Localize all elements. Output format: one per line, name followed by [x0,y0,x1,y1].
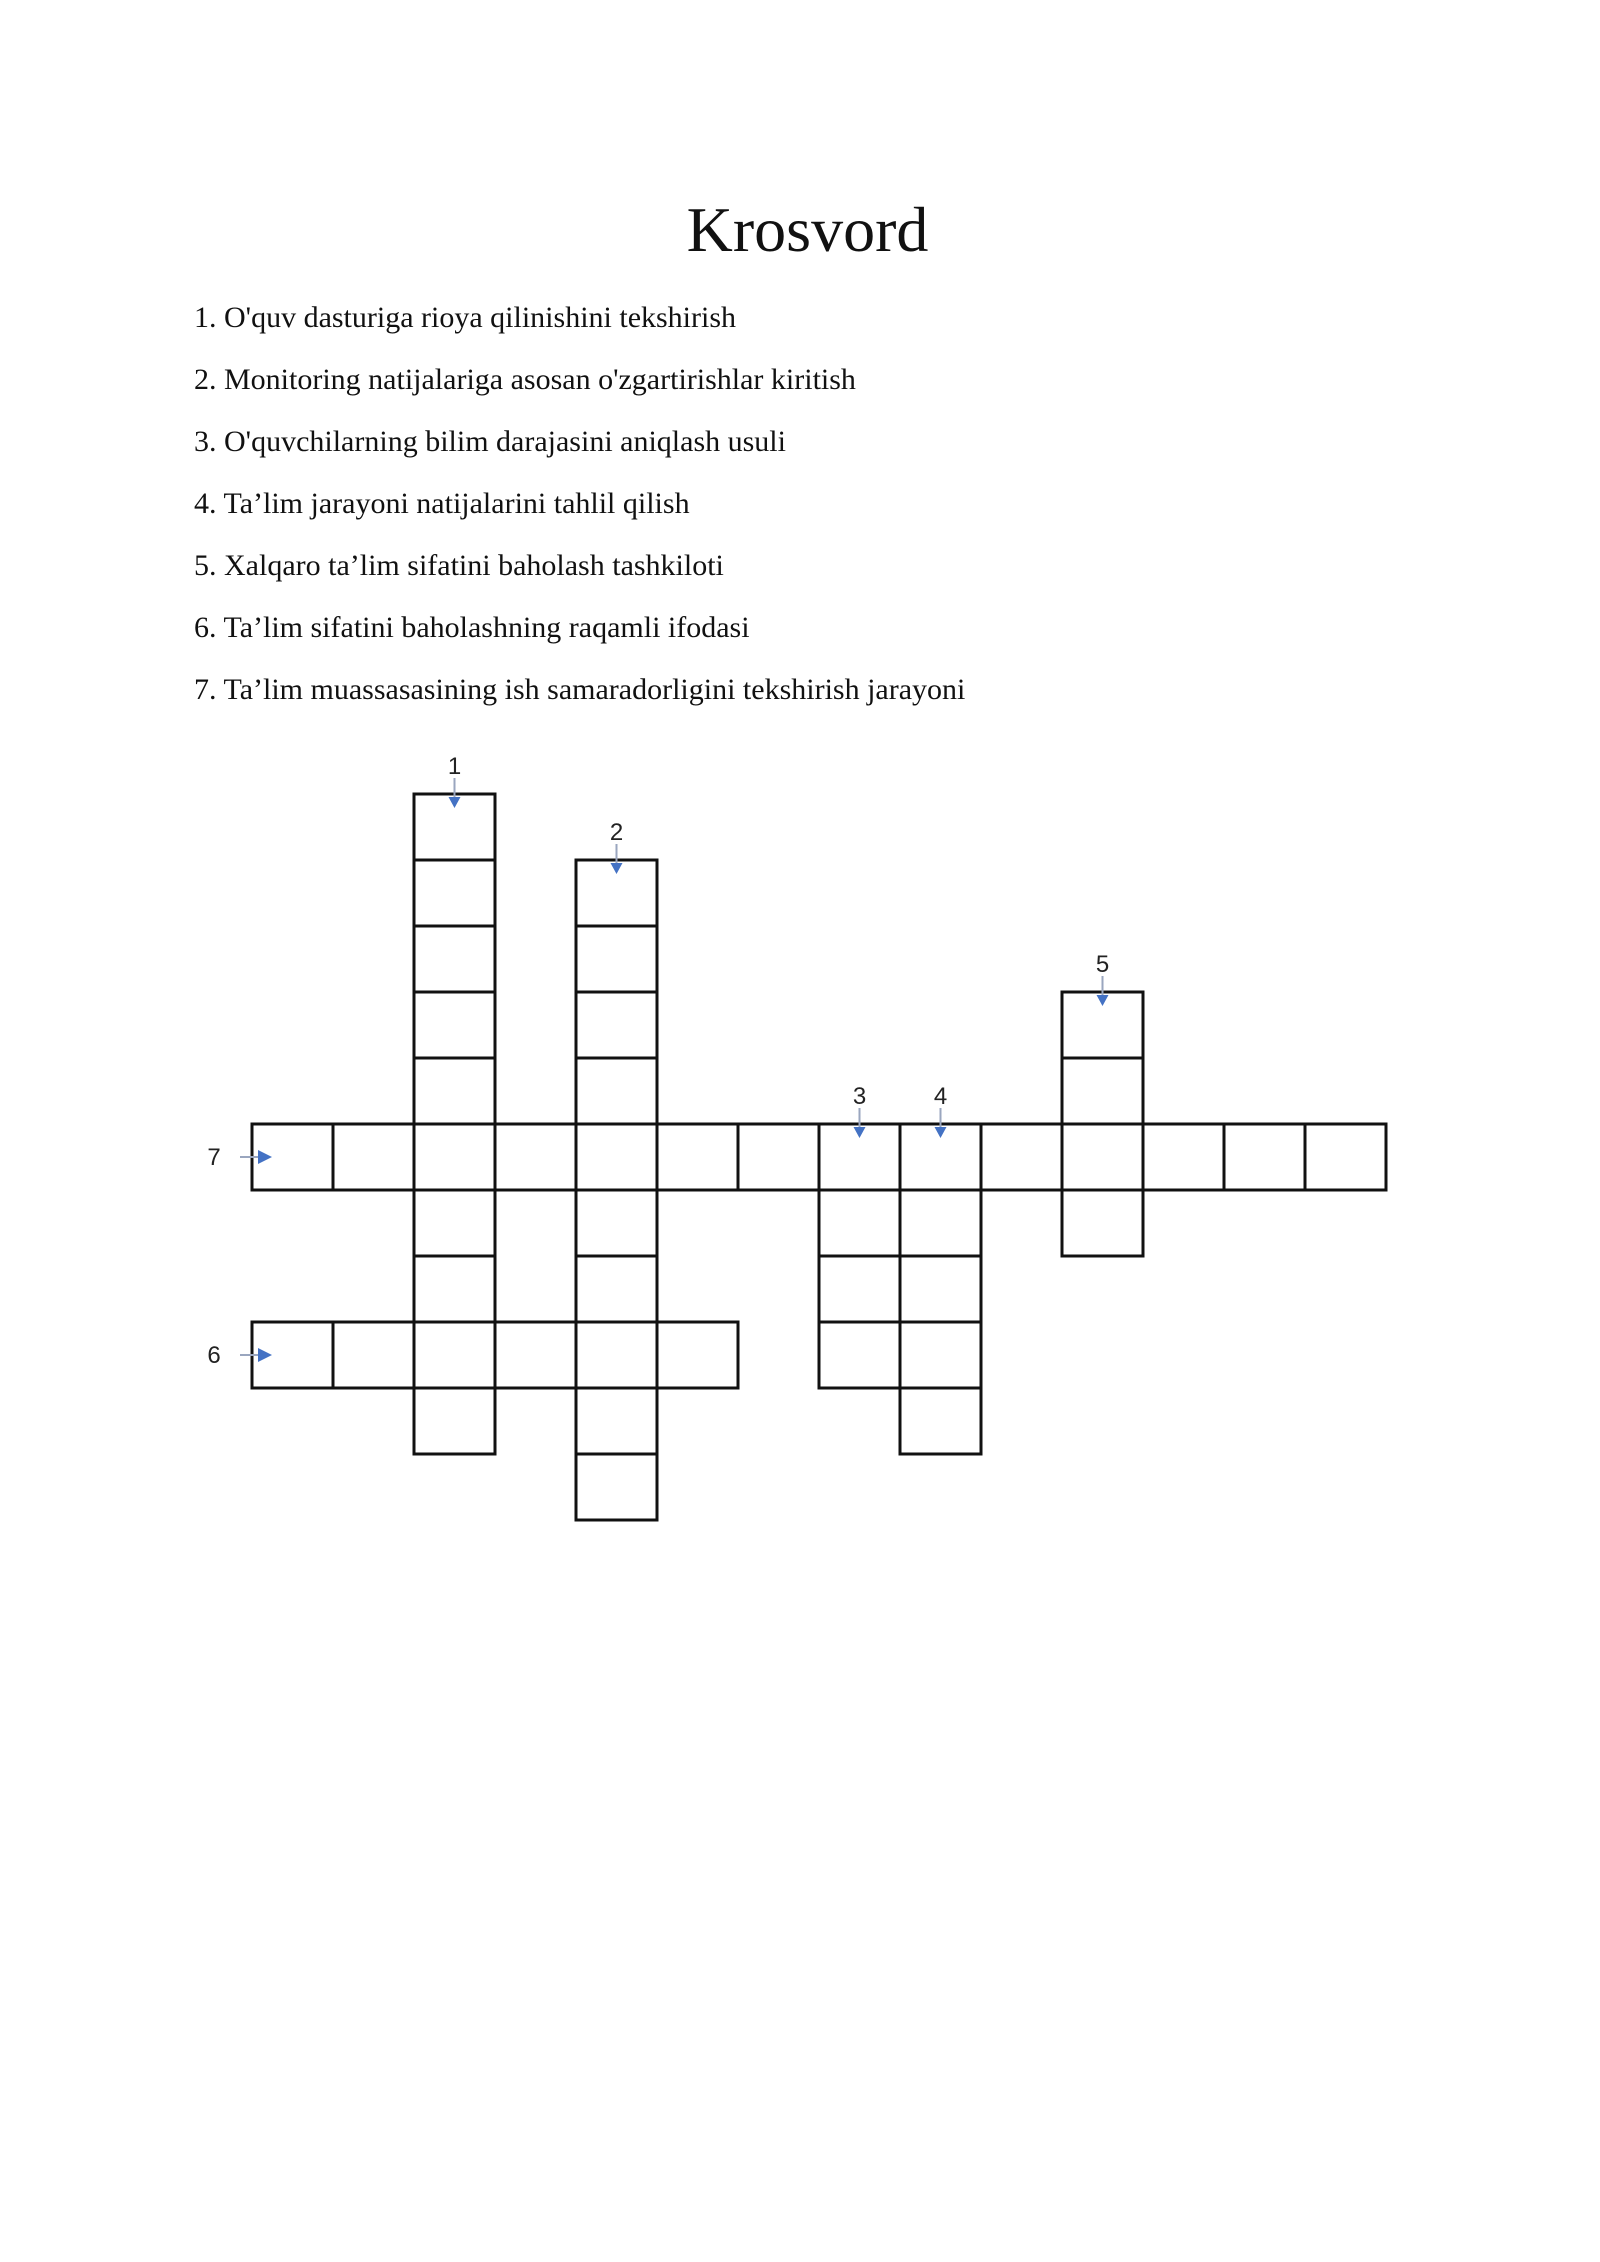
arrow-right-icon [258,1348,272,1362]
crossword-cell-r2-c4[interactable] [576,926,657,992]
crossword-cell-r8-c1[interactable] [333,1322,414,1388]
crossword-cell-r4-c4[interactable] [576,1058,657,1124]
crossword-cell-r8-c8[interactable] [900,1322,981,1388]
crossword-cell-r2-c2[interactable] [414,926,495,992]
clue-marker-2 [610,819,623,874]
clue-item-5: 5. Xalqaro ta’lim sifatini baholash tashkiloti [194,549,724,582]
arrow-down-icon [611,863,623,874]
crossword-cell-r1-c2[interactable] [414,860,495,926]
arrow-right-icon [258,1150,272,1164]
crossword-cell-r10-c4[interactable] [576,1454,657,1520]
clue-number-3: 3 [852,1083,867,1110]
crossword-cell-r5-c7[interactable] [819,1124,900,1190]
clue-item-2: 2. Monitoring natijalariga asosan o'zgartirishlar kiritish [194,363,856,396]
crossword-cell-r5-c4[interactable] [576,1124,657,1190]
clue-marker-6 [207,1342,272,1369]
crossword-cell-r3-c10[interactable] [1062,992,1143,1058]
crossword-cell-r5-c11[interactable] [1143,1124,1224,1190]
crossword-cell-r7-c2[interactable] [414,1256,495,1322]
clue-number-4: 4 [933,1083,948,1110]
crossword-cell-r6-c4[interactable] [576,1190,657,1256]
crossword-cell-r8-c7[interactable] [819,1322,900,1388]
crossword-cell-r4-c2[interactable] [414,1058,495,1124]
crossword-cell-r5-c12[interactable] [1224,1124,1305,1190]
crossword-cell-r5-c0[interactable] [252,1124,333,1190]
crossword-cell-r5-c5[interactable] [657,1124,738,1190]
crossword-cell-r9-c2[interactable] [414,1388,495,1454]
clue-number-5: 5 [1095,951,1110,978]
clue-marker-5 [1096,951,1109,1006]
arrow-down-icon [1097,995,1109,1006]
crossword-cell-r8-c0[interactable] [252,1322,333,1388]
clue-item-1: 1. O'quv dasturiga rioya qilinishini tekshirish [194,301,737,334]
grid-cells [252,794,1386,1520]
crossword-cell-r3-c4[interactable] [576,992,657,1058]
crossword-cell-r5-c8[interactable] [900,1124,981,1190]
crossword-cell-r6-c7[interactable] [819,1190,900,1256]
crossword-cell-r7-c7[interactable] [819,1256,900,1322]
crossword-cell-r5-c2[interactable] [414,1124,495,1190]
crossword-cell-r5-c6[interactable] [738,1124,819,1190]
crossword-cell-r6-c2[interactable] [414,1190,495,1256]
arrow-down-icon [854,1127,866,1138]
crossword-cell-r5-c13[interactable] [1305,1124,1386,1190]
crossword-cell-r9-c4[interactable] [576,1388,657,1454]
crossword-cell-r8-c4[interactable] [576,1322,657,1388]
crossword-cell-r6-c8[interactable] [900,1190,981,1256]
crossword-cell-r5-c10[interactable] [1062,1124,1143,1190]
clue-marker-7 [207,1144,272,1171]
clue-item-7: 7. Ta’lim muassasasining ish samaradorligini tekshirish jarayoni [194,673,966,706]
arrow-down-icon [935,1127,947,1138]
clue-list [194,293,965,727]
crossword-cell-r8-c3[interactable] [495,1322,576,1388]
clue-item-6: 6. Ta’lim sifatini baholashning raqamli ifodasi [194,611,750,644]
crossword-cell-r5-c3[interactable] [495,1124,576,1190]
crossword-cell-r7-c8[interactable] [900,1256,981,1322]
clue-number-1: 1 [447,753,462,780]
clue-marker-3 [853,1083,866,1138]
clue-item-4: 4. Ta’lim jarayoni natijalarini tahlil qilish [194,487,690,520]
crossword-cell-r4-c10[interactable] [1062,1058,1143,1124]
crossword-cell-r8-c5[interactable] [657,1322,738,1388]
clue-number-7: 7 [207,1144,221,1171]
crossword-cell-r1-c4[interactable] [576,860,657,926]
crossword-cell-r3-c2[interactable] [414,992,495,1058]
clue-number-6: 6 [207,1342,221,1369]
page-title: Krosvord [686,194,929,265]
crossword-cell-r9-c8[interactable] [900,1388,981,1454]
crossword-cell-r7-c4[interactable] [576,1256,657,1322]
crossword-cell-r5-c1[interactable] [333,1124,414,1190]
crossword-cell-r8-c2[interactable] [414,1322,495,1388]
clue-marker-1 [448,753,461,808]
arrow-down-icon [449,797,461,808]
clue-item-3: 3. O'quvchilarning bilim darajasini aniqlash usuli [194,425,786,458]
clue-marker-4 [934,1083,947,1138]
clue-number-2: 2 [609,819,624,846]
crossword-cell-r6-c10[interactable] [1062,1190,1143,1256]
crossword-cell-r5-c9[interactable] [981,1124,1062,1190]
crossword-cell-r0-c2[interactable] [414,794,495,860]
